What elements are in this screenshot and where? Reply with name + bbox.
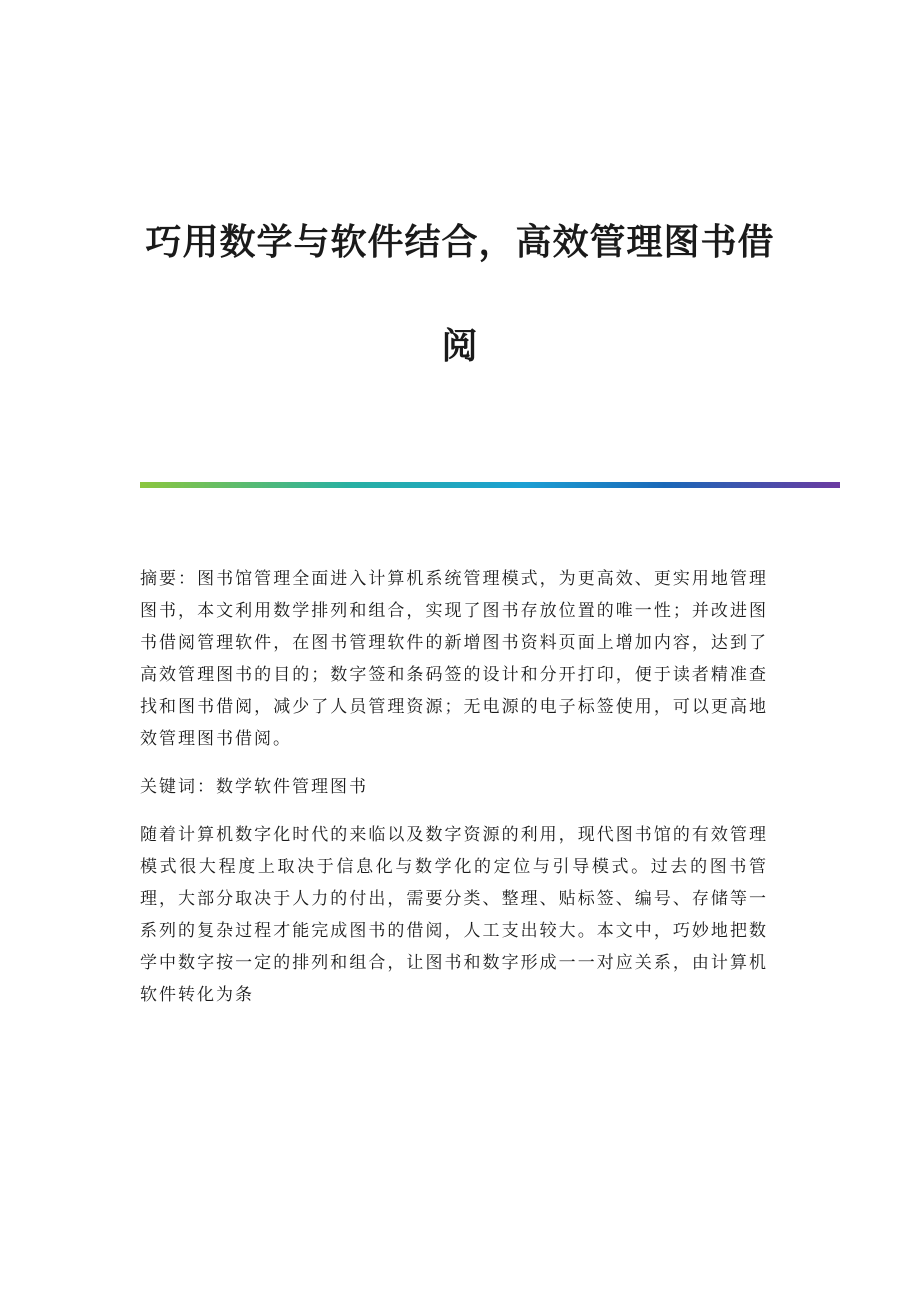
abstract-paragraph: 摘要：图书馆管理全面进入计算机系统管理模式，为更高效、更实用地管理图书，本文利用数学排列和组合，实现了图书存放位置的唯一性；并改进图书借阅管理软件，在图书管理软件的新增图书资料页面上增加内容，达到了高效管理图书的目的；数字签和条码签的设计和分开打印，便于读者精准查找和图书借阅，减少了人员管理资源；无电源的电子标签使用，可以更高地效管理图书借阅。 — [140, 569, 768, 749]
keywords-paragraph: 关键词：数学软件管理图书 — [140, 777, 368, 797]
title-divider — [140, 482, 840, 488]
document-title: 巧用数学与软件结合，高效管理图书借阅 — [145, 221, 775, 367]
intro-paragraph: 随着计算机数字化时代的来临以及数字资源的利用，现代图书馆的有效管理模式很大程度上取决于信息化与数学化的定位与引导模式。过去的图书管理，大部分取决于人力的付出，需要分类、整理、贴标签、编号、存储等一系列的复杂过程才能完成图书的借阅，人工支出较大。本文中，巧妙地把数学中数字按一定的排列和组合，让图书和数字形成一一对应关系，由计算机软件转化为条 — [140, 825, 768, 1005]
document-body — [140, 563, 768, 1027]
